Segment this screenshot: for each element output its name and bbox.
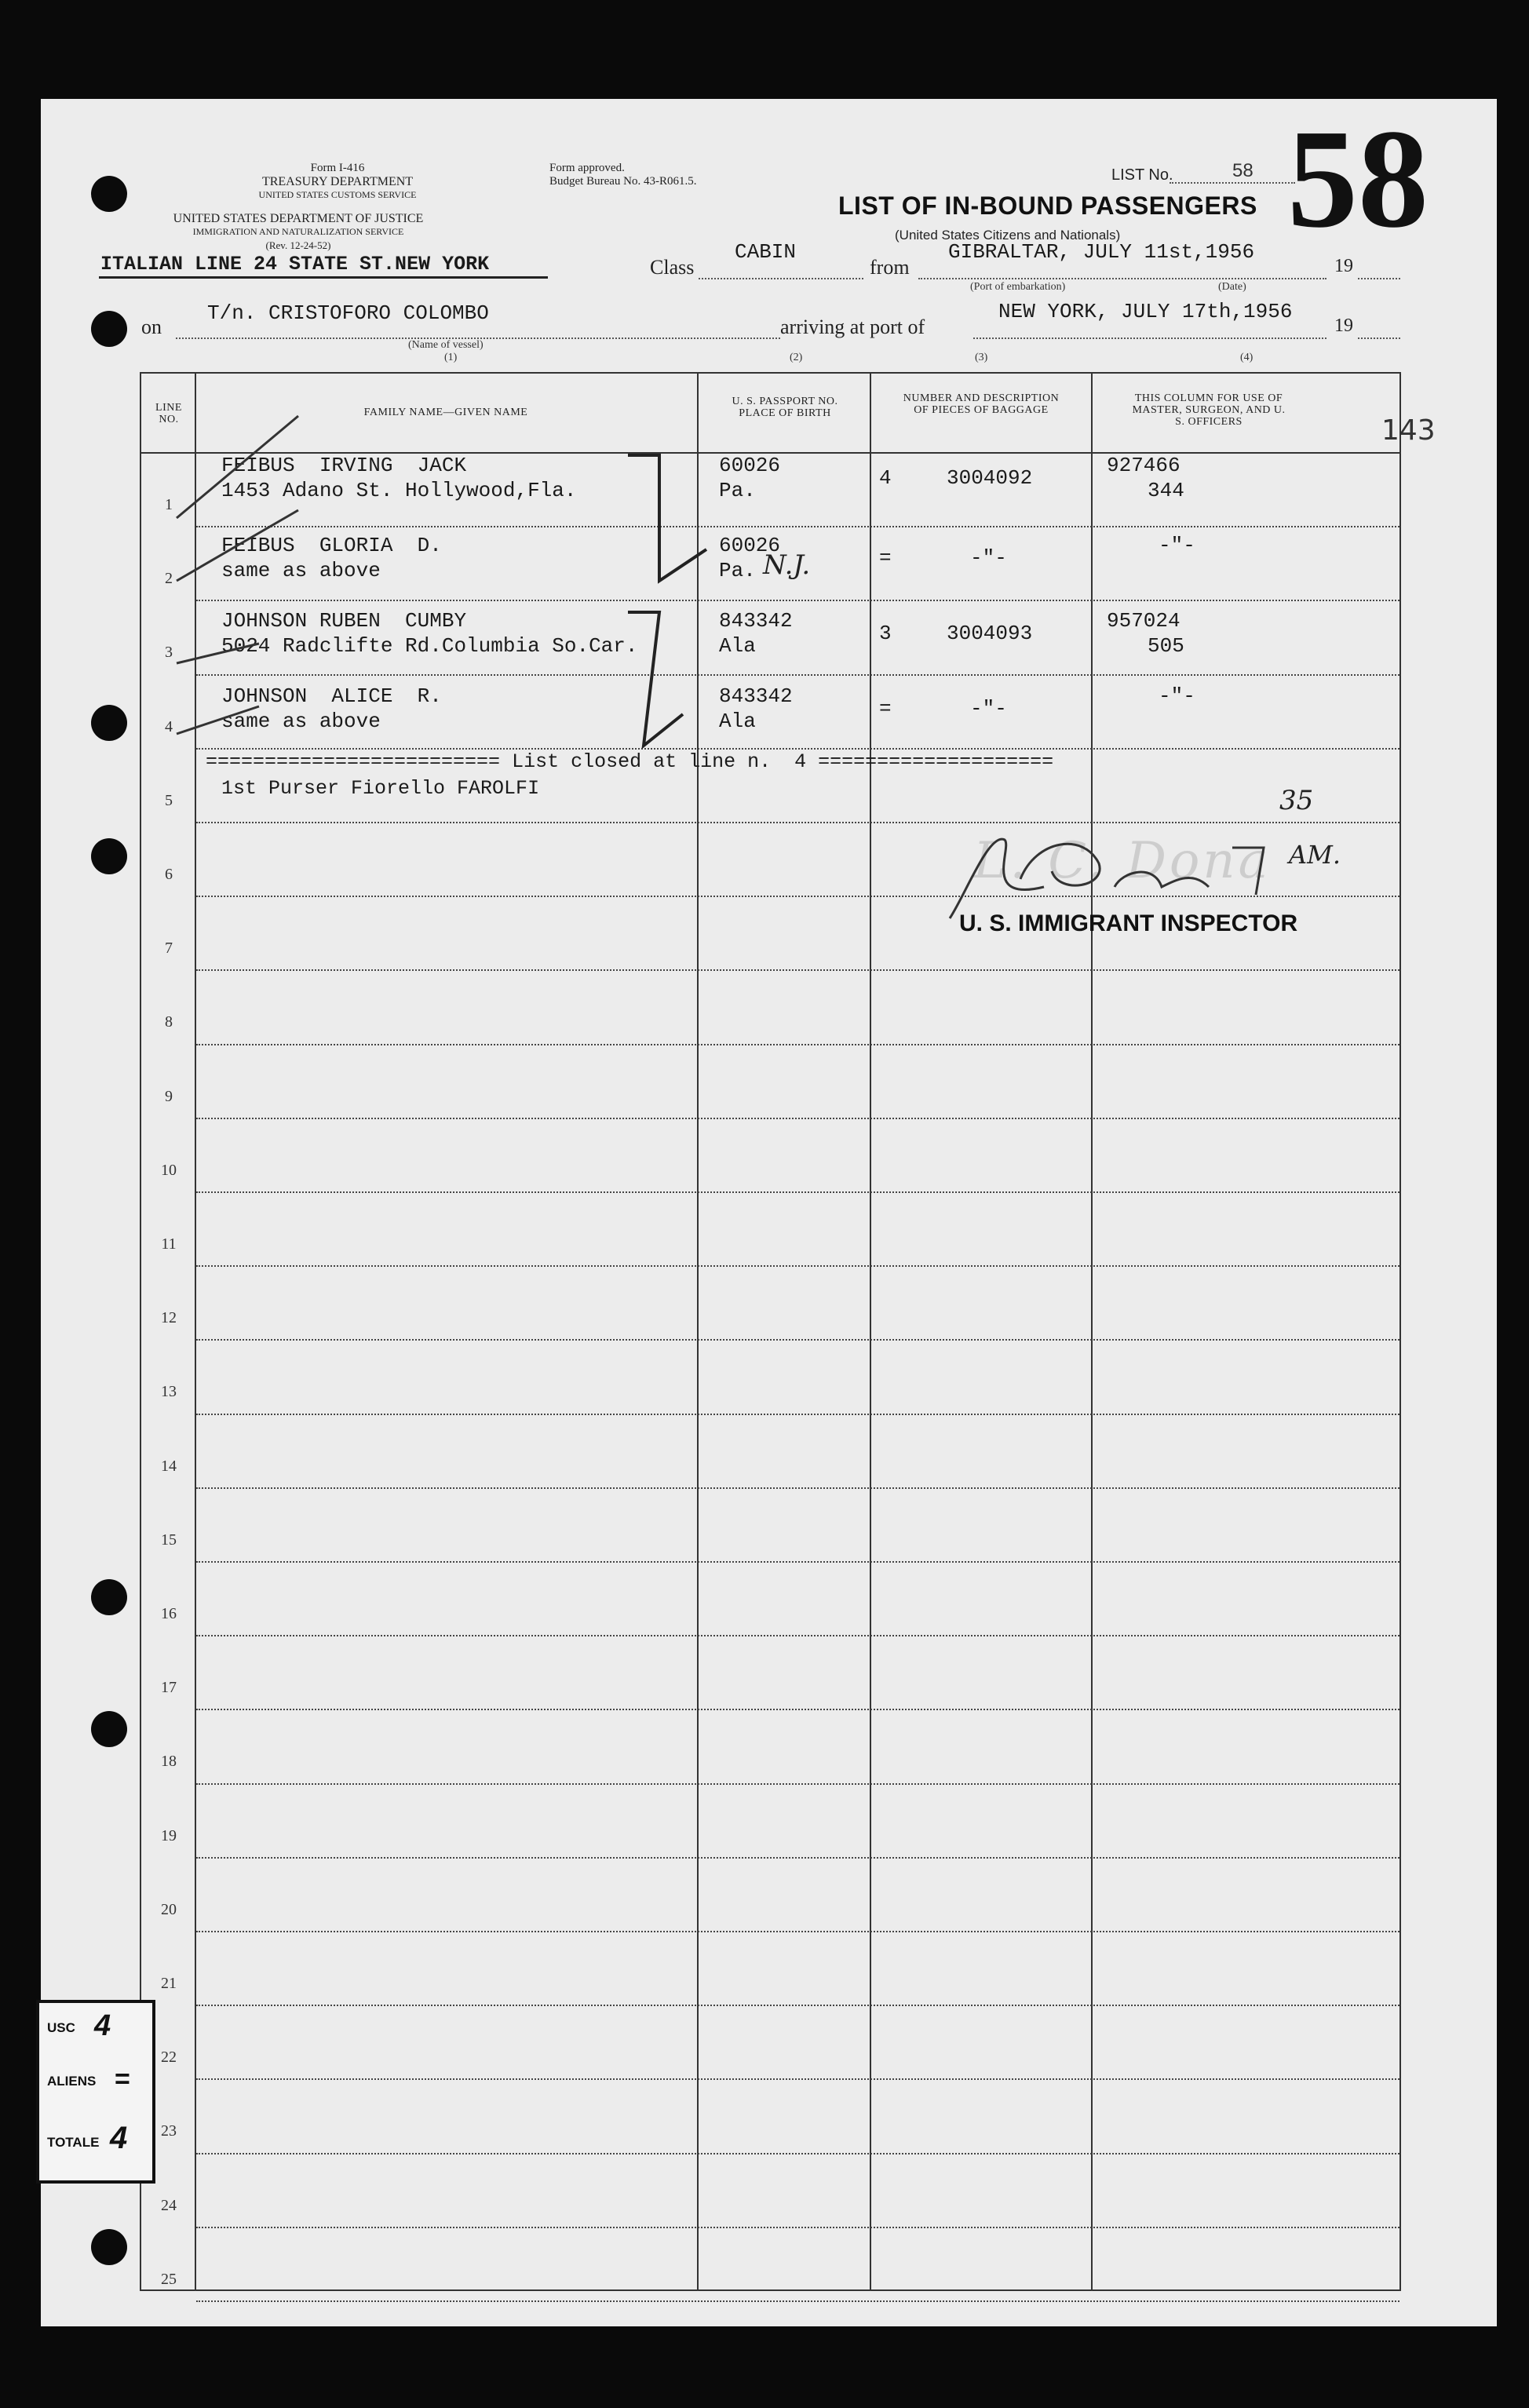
- year-prefix-1: 19: [1334, 256, 1353, 276]
- passenger-name: FEIBUS IRVING JACK: [221, 454, 467, 477]
- passenger-passport: 843342: [719, 609, 793, 633]
- passenger-officer1: 957024: [1107, 609, 1181, 633]
- passenger-passport: 60026: [719, 534, 781, 557]
- shipping-line: ITALIAN LINE 24 STATE ST.NEW YORK: [100, 253, 490, 275]
- line-number: 12: [161, 1309, 177, 1327]
- usc-value: 4: [94, 2009, 111, 2042]
- passenger-officer2: 344: [1148, 479, 1184, 502]
- page-title: LIST OF IN-BOUND PASSENGERS: [838, 192, 1257, 220]
- col-4-number: (4): [1240, 352, 1253, 363]
- line-number: 10: [161, 1161, 177, 1179]
- line-number: 9: [165, 1087, 173, 1105]
- arriving-label: arriving at port of: [780, 316, 925, 338]
- revision-date: (Rev. 12-24-52): [265, 239, 331, 251]
- year-prefix-2: 19: [1334, 316, 1353, 336]
- line-number: 15: [161, 1531, 177, 1549]
- page-subtitle: (United States Citizens and Nationals): [895, 228, 1121, 243]
- line-number: 8: [165, 1013, 173, 1031]
- big-list-number: 58: [1287, 100, 1429, 257]
- tally-stamp: [36, 2000, 155, 2184]
- col-header-line: LINE NO.: [155, 402, 182, 425]
- line-number: 13: [161, 1383, 177, 1401]
- passenger-officer1: 927466: [1107, 454, 1181, 477]
- line-number: 1: [165, 496, 173, 513]
- inspector-minutes: 35: [1279, 785, 1314, 816]
- margin-number: 143: [1381, 414, 1436, 447]
- totale-label: TOTALE: [47, 2135, 100, 2150]
- passenger-address: same as above: [221, 559, 381, 582]
- passenger-passport: 60026: [719, 454, 781, 477]
- passenger-birth: Ala: [719, 634, 756, 658]
- from-label: from: [870, 256, 910, 279]
- line-number: 5: [165, 791, 173, 809]
- list-no-value: 58: [1232, 160, 1253, 181]
- treasury-dept: TREASURY DEPARTMENT: [261, 175, 414, 188]
- passenger-officer1: -"-: [1159, 534, 1195, 557]
- line-number: 19: [161, 1826, 177, 1844]
- justice-dept: UNITED STATES DEPARTMENT OF JUSTICE: [173, 212, 424, 225]
- passenger-baggage-no: 3004093: [947, 622, 1033, 645]
- line-number: 23: [161, 2122, 177, 2140]
- port-embarkation-label: (Port of embarkation): [970, 281, 1066, 293]
- passenger-officer2: 505: [1148, 634, 1184, 658]
- passenger-pieces: =: [879, 546, 892, 570]
- aliens-value: =: [115, 2064, 130, 2094]
- line-number: 3: [165, 644, 173, 662]
- col-header-passport: U. S. PASSPORT NO. PLACE OF BIRTH: [732, 396, 838, 419]
- passenger-address: 1453 Adano St. Hollywood,Fla.: [221, 479, 577, 502]
- passenger-pieces: =: [879, 697, 892, 721]
- col-header-officers: THIS COLUMN FOR USE OF MASTER, SURGEON, AND U. S. OFFICERS: [1132, 392, 1286, 428]
- line-number: 11: [161, 1235, 177, 1253]
- line-number: 20: [161, 1900, 177, 1918]
- passenger-birth: Pa.: [719, 479, 756, 502]
- passenger-address: 5024 Radclifte Rd.Columbia So.Car.: [221, 634, 638, 658]
- passenger-baggage-no: -"-: [970, 697, 1007, 721]
- inspector-signature: L. C. Dona: [973, 832, 1272, 890]
- passenger-name: FEIBUS GLORIA D.: [221, 534, 442, 557]
- line-number: 7: [165, 939, 173, 958]
- line-number: 21: [161, 1975, 177, 1992]
- class-label: Class: [650, 256, 695, 279]
- form-number: Form I-416: [310, 162, 365, 174]
- passenger-name: JOHNSON RUBEN CUMBY: [221, 609, 467, 633]
- on-label: on: [141, 316, 162, 338]
- line-number: 17: [161, 1679, 177, 1697]
- passenger-name: JOHNSON ALICE R.: [221, 684, 442, 708]
- purser-line: 1st Purser Fiorello FAROLFI: [221, 777, 540, 800]
- from-value: GIBRALTAR, JULY 11st,1956: [948, 240, 1255, 264]
- passenger-birth: Pa.: [719, 559, 756, 582]
- passenger-baggage-no: -"-: [970, 546, 1007, 570]
- arrival-value: NEW YORK, JULY 17th,1956: [998, 300, 1293, 323]
- budget-bureau: Budget Bureau No. 43-R061.5.: [549, 175, 697, 188]
- col-header-name: FAMILY NAME—GIVEN NAME: [363, 407, 528, 418]
- line-number: 6: [165, 866, 173, 883]
- line-number: 24: [161, 2196, 177, 2214]
- form-approved: Form approved.: [549, 162, 625, 174]
- line-number: 25: [161, 2270, 177, 2288]
- line-number: 22: [161, 2049, 177, 2067]
- passenger-baggage-no: 3004092: [947, 466, 1033, 490]
- class-value: CABIN: [735, 240, 797, 264]
- customs-service: UNITED STATES CUSTOMS SERVICE: [258, 189, 417, 200]
- col-header-baggage: NUMBER AND DESCRIPTION OF PIECES OF BAGGAGE: [903, 392, 1060, 416]
- col-3-number: (3): [975, 352, 988, 363]
- birth-correction: N.J.: [763, 549, 811, 581]
- passenger-birth: Ala: [719, 710, 756, 733]
- list-no-label: LIST No.: [1111, 166, 1173, 184]
- inspector-ampm: AM.: [1289, 840, 1341, 870]
- passenger-passport: 843342: [719, 684, 793, 708]
- col-1-number: (1): [444, 352, 458, 363]
- ins-service: IMMIGRATION AND NATURALIZATION SERVICE: [192, 226, 404, 237]
- aliens-label: ALIENS: [47, 2074, 97, 2089]
- line-number: 18: [161, 1753, 177, 1771]
- line-number: 16: [161, 1605, 177, 1622]
- passenger-address: same as above: [221, 710, 381, 733]
- closing-line: ========================= List closed at line n. 4 ====================: [206, 750, 1054, 773]
- date-label: (Date): [1218, 281, 1246, 293]
- line-number: 14: [161, 1457, 177, 1475]
- line-number: 4: [165, 717, 173, 735]
- vessel-name: T/n. CRISTOFORO COLOMBO: [207, 301, 489, 325]
- col-2-number: (2): [790, 352, 803, 363]
- totale-value: 4: [110, 2121, 128, 2155]
- passenger-officer1: -"-: [1159, 684, 1195, 708]
- inspector-title: U. S. IMMIGRANT INSPECTOR: [959, 910, 1298, 936]
- usc-label: USC: [47, 2020, 75, 2035]
- passenger-pieces: 3: [879, 622, 892, 645]
- passenger-pieces: 4: [879, 466, 892, 490]
- line-number: 2: [165, 570, 173, 588]
- vessel-label: (Name of vessel): [408, 339, 484, 351]
